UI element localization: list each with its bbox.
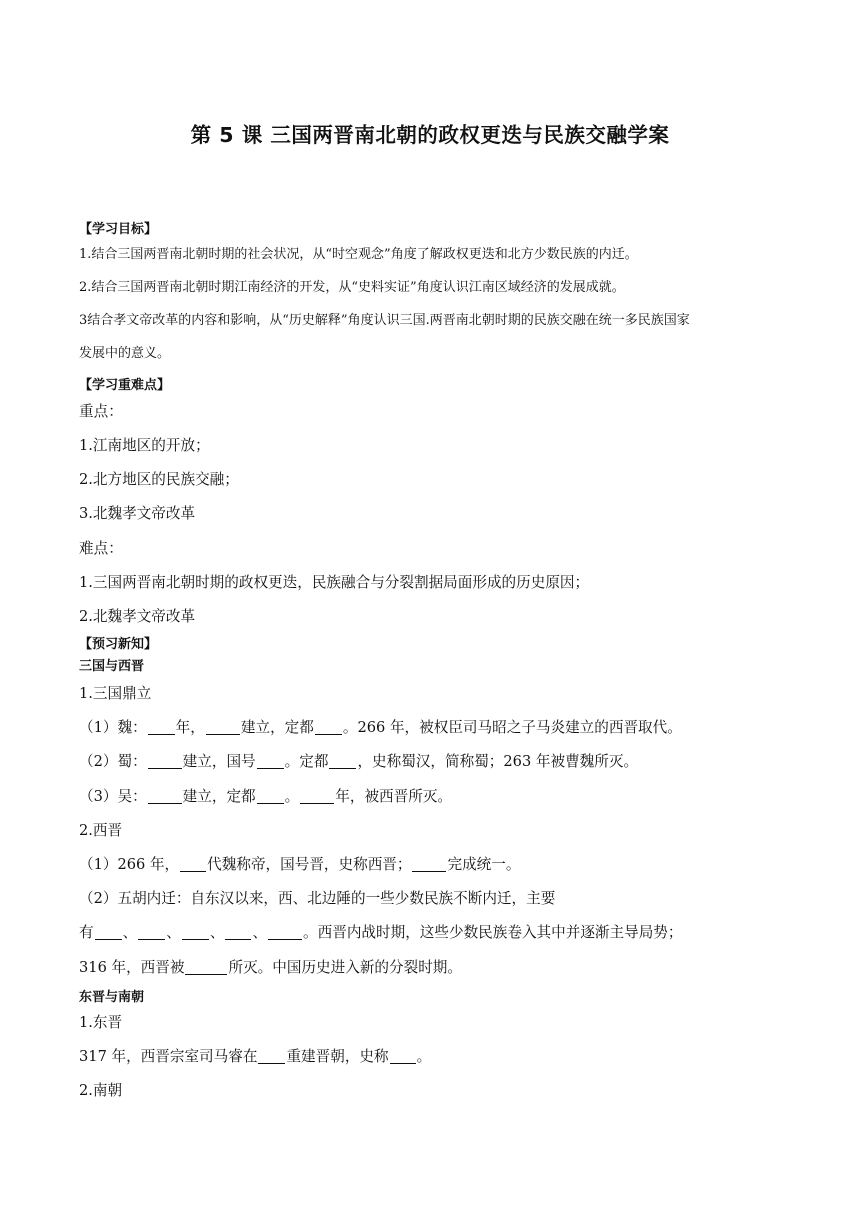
subsection-title: 2.南朝: [79, 1082, 123, 1099]
answer-blank[interactable]: [148, 753, 182, 769]
difficulty-item: 2.北魏孝文帝改革: [79, 608, 196, 625]
objectives-heading: 【学习目标】: [79, 222, 158, 237]
shu-question: （2）蜀： 建立，国号 。定都 ，史称蜀汉，简称蜀；263 年被曹魏所灭。: [79, 753, 639, 770]
difficulty-item: 1.三国两晋南北朝时期的政权更迭，民族融合与分裂割据局面形成的历史原因；: [79, 574, 590, 591]
answer-blank[interactable]: [180, 856, 206, 872]
xijin-question-1: （1）266 年， 代魏称帝，国号晋，史称西晋； 完成统一。: [79, 856, 521, 873]
section-title: 三国与西晋: [79, 659, 145, 674]
focus-label: 重点：: [79, 403, 123, 420]
xijin-question-2: 有 、 、 、 、 。西晋内战时期，这些少数民族卷入其中并逐渐主导局势；: [79, 924, 683, 941]
page-title: 第 5 课 三国两晋南北朝的政权更迭与民族交融学案: [190, 123, 670, 147]
answer-blank[interactable]: [148, 719, 175, 735]
preview-heading: 【预习新知】: [79, 637, 158, 652]
difficulty-label: 难点：: [79, 540, 123, 557]
section-title: 东晋与南朝: [79, 990, 145, 1005]
subsection-title: 2.西晋: [79, 822, 123, 839]
answer-blank[interactable]: [206, 719, 240, 735]
answer-blank[interactable]: [329, 753, 356, 769]
answer-blank[interactable]: [268, 924, 302, 940]
key-points-heading: 【学习重难点】: [79, 378, 171, 393]
answer-blank[interactable]: [315, 719, 342, 735]
objective-item: 2.结合三国两晋南北朝时期江南经济的开发，从“史料实证”角度认识江南区域经济的发展成就。: [79, 280, 625, 295]
xijin-text: （2）五胡内迁：自东汉以来，西、北边陲的一些少数民族不断内迁，主要: [79, 890, 556, 907]
answer-blank[interactable]: [258, 1048, 285, 1064]
objective-item: 发展中的意义。: [79, 346, 171, 361]
focus-item: 3.北魏孝文帝改革: [79, 505, 196, 522]
answer-blank[interactable]: [225, 924, 251, 940]
wei-question: （1）魏： 年， 建立，定都 。266 年，被权臣司马昭之子马炎建立的西晋取代。: [79, 719, 682, 736]
objective-item: 1.结合三国两晋南北朝时期的社会状况，从“时空观念”角度了解政权更迭和北方少数民族的内迁。: [79, 247, 638, 262]
focus-item: 2.北方地区的民族交融；: [79, 471, 239, 488]
answer-blank[interactable]: [185, 959, 227, 975]
answer-blank[interactable]: [300, 788, 334, 804]
subsection-title: 1.东晋: [79, 1014, 123, 1031]
answer-blank[interactable]: [257, 753, 284, 769]
answer-blank[interactable]: [138, 924, 165, 940]
answer-blank[interactable]: [182, 924, 209, 940]
answer-blank[interactable]: [257, 788, 284, 804]
wu-question: （3）吴： 建立，定都 。 年，被西晋所灭。: [79, 788, 453, 805]
answer-blank[interactable]: [390, 1048, 416, 1064]
xijin-question-3: 316 年，西晋被 所灭。中国历史进入新的分裂时期。: [79, 959, 462, 976]
objective-item: 3结合孝文帝改革的内容和影响，从“历史解释”角度认识三国.两晋南北朝时期的民族交融在统一多民族国家: [79, 313, 690, 328]
focus-item: 1.江南地区的开放；: [79, 437, 210, 454]
subsection-title: 1.三国鼎立: [79, 685, 152, 702]
answer-blank[interactable]: [412, 856, 446, 872]
answer-blank[interactable]: [95, 924, 122, 940]
dongjin-question: 317 年，西晋宗室司马睿在 重建晋朝，史称 。: [79, 1048, 432, 1065]
answer-blank[interactable]: [148, 788, 182, 804]
